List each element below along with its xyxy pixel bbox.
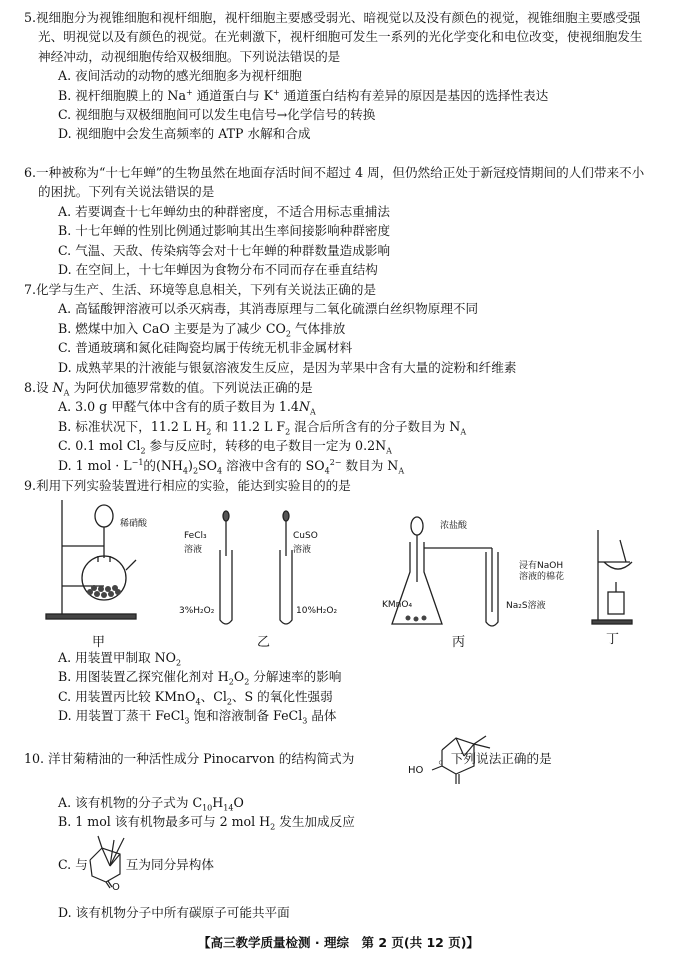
label-h2o2-right: 10%H₂O₂ xyxy=(296,606,338,616)
apparatus-yi xyxy=(200,510,360,640)
question-8-option-a: A. 3.0 g 甲醛气体中含有的质子数目为 $1.4N_A$ xyxy=(58,399,316,417)
label-nongyansuan: 浓盐酸 xyxy=(440,521,468,531)
question-10-option-d: D. 该有机物分子中所有碳原子可能共平面 xyxy=(58,905,290,920)
question-8-option-d: D. 1 mol · $L^{-1}$的$(NH_4)_2SO_4$ 溶液中含有的 $SO_4^{2-}$ 数目为 $N_A$ xyxy=(58,457,405,476)
question-7-option-c: C. 普通玻璃和氮化硅陶瓷均属于传统无机非金属材料 xyxy=(58,340,353,356)
label-cuso-b: 溶液 xyxy=(293,545,312,555)
question-9-options xyxy=(24,648,654,726)
question-5-option-b: B. 视杆细胞膜上的 Na+ 通道蛋白与 K+ 通道蛋白结构有差异的原因是基因的选择性表达 xyxy=(58,87,549,103)
label-ho: HO xyxy=(408,765,424,776)
question-9-option-a: A. 用装置甲制取 $NO_2$ xyxy=(58,650,182,668)
question-9-option-d: D. 用装置丁蒸干 FeCl$_3$ 饱和溶液制备 FeCl$_3$ 晶体 xyxy=(58,708,337,726)
label-h2o2-left: 3%H₂O₂ xyxy=(179,606,215,616)
label-bing: 丙 xyxy=(452,635,466,650)
label-fecl3-a: FeCl₃ xyxy=(184,531,207,541)
question-5-option-d: D. 视细胞中会发生高频率的 ATP 水解和合成 xyxy=(58,126,311,142)
question-5-option-c: C. 视细胞与双极细胞间可以发生电信号→化学信号的转换 xyxy=(58,107,376,123)
question-5-stem: 5.视细胞分为视锥细胞和视杆细胞，视杆细胞主要感受弱光、暗视觉以及没有颜色的视觉，视锥细胞主要感受强光、明视觉以及有颜色的视觉。在光刺激下，视杆细胞可发生一系列的光化学变化和电位改变，使视细胞发生神经冲动，动视细胞传给双极细胞。下列说法错误的是 xyxy=(24,10,643,64)
question-9 xyxy=(24,476,654,495)
question-10-option-b: B. 1 mol 该有机物最多可与 2 mol $H_2$ 发生加成反应 xyxy=(58,814,355,832)
label-jia: 甲 xyxy=(92,635,106,650)
label-cuso-a: CuSO xyxy=(293,531,318,541)
label-na2s: Na₂S溶液 xyxy=(506,601,546,611)
question-6 xyxy=(24,163,654,279)
question-8-option-b: B. 标准状况下，11.2 L $H_2$ 和 11.2 L $F_2$ 混合后所含有的分子数目为 $N_A$ xyxy=(58,418,467,437)
label-kmno4: KMnO₄ xyxy=(382,600,413,610)
question-7-option-a: A. 高锰酸钾溶液可以杀灭病毒，其消毒原理与二氧化硫漂白丝织物原理不同 xyxy=(58,301,479,317)
question-10-option-a: A. 该有机物的分子式为 $C_{10}H_{14}O$ xyxy=(58,795,244,813)
pinocarvon-structure xyxy=(420,724,500,784)
question-6-option-b: B. 十七年蝉的性别比例通过影响其出生率间接影响种群密度 xyxy=(58,223,391,239)
question-6-option-d: D. 在空间上，十七年蝉因为食物分布不同而存在垂直结构 xyxy=(58,262,378,278)
question-6-option-a: A. 若要调查十七年蝉幼虫的种群密度，不适合用标志重捕法 xyxy=(58,203,390,219)
isomer-structure xyxy=(84,834,134,896)
question-9-stem: 9.利用下列实验装置进行相应的实验，能达到实验目的的是 xyxy=(24,478,351,493)
question-5-option-a: A. 夜间活动的动物的感光细胞多为视杆细胞 xyxy=(58,68,302,84)
question-7-option-d: D. 成熟苹果的汁液能与银氨溶液发生反应，是因为苹果中含有大量的淀粉和纤维素 xyxy=(58,359,517,375)
question-6-option-c: C. 气温、天敌、传染病等会对十七年蝉的种群数量造成影响 xyxy=(58,242,391,258)
label-xisuan: 稀硝酸 xyxy=(120,519,148,529)
question-8 xyxy=(24,378,654,475)
option-c-prefix: C. 与 xyxy=(58,857,88,872)
question-7-stem: 7.化学与生产、生活、环境等息息相关，下列有关说法正确的是 xyxy=(24,282,377,297)
label-isomer-o: O xyxy=(112,882,120,893)
question-6-stem: 6.一种被称为“十七年蝉”的生物虽然在地面存活时间不超过 4 周，但仍然给正处于新冠疫情期间的人们带来不小的困扰。下列有关说法错误的是 xyxy=(24,165,645,200)
question-9-option-b: B. 用图装置乙探究催化剂对 $H_2O_2$ 分解速率的影响 xyxy=(58,669,342,687)
question-10-options xyxy=(24,793,654,832)
question-10-stem: 10. 洋甘菊精油的一种活性成分 Pinocarvon 的结构简式为 。下列说法正确的是 xyxy=(24,751,552,766)
question-9-option-c: C. 用装置丙比较 KMnO$_4$、$Cl_2$、S 的氧化性强弱 xyxy=(58,688,333,707)
question-7-option-b: B. 燃煤中加入 CaO 主要是为了减少 $CO_2$ 气体排放 xyxy=(58,320,346,339)
label-naoh-b: 溶液的棉花 xyxy=(519,572,565,582)
apparatus-ding xyxy=(590,520,650,630)
question-7 xyxy=(24,280,654,377)
option-c-suffix: 互为同分异构体 xyxy=(125,857,214,872)
question-5 xyxy=(24,8,654,144)
page-footer: 【高三教学质量检测 · 理综 第 2 页(共 12 页)】 xyxy=(198,935,479,950)
label-yi: 乙 xyxy=(257,635,271,650)
label-naoh-a: 浸有NaOH xyxy=(519,561,564,571)
label-ding: 丁 xyxy=(606,632,620,647)
question-8-stem: 8.设 $N_A$ 为阿伏加德罗常数的值。下列说法正确的是 xyxy=(24,380,313,398)
label-fecl3-b: 溶液 xyxy=(184,545,203,555)
question-8-option-c: C. 0.1 mol $Cl_2$ 参与反应时，转移的电子数目一定为 $0.2N_A$ xyxy=(58,438,392,456)
